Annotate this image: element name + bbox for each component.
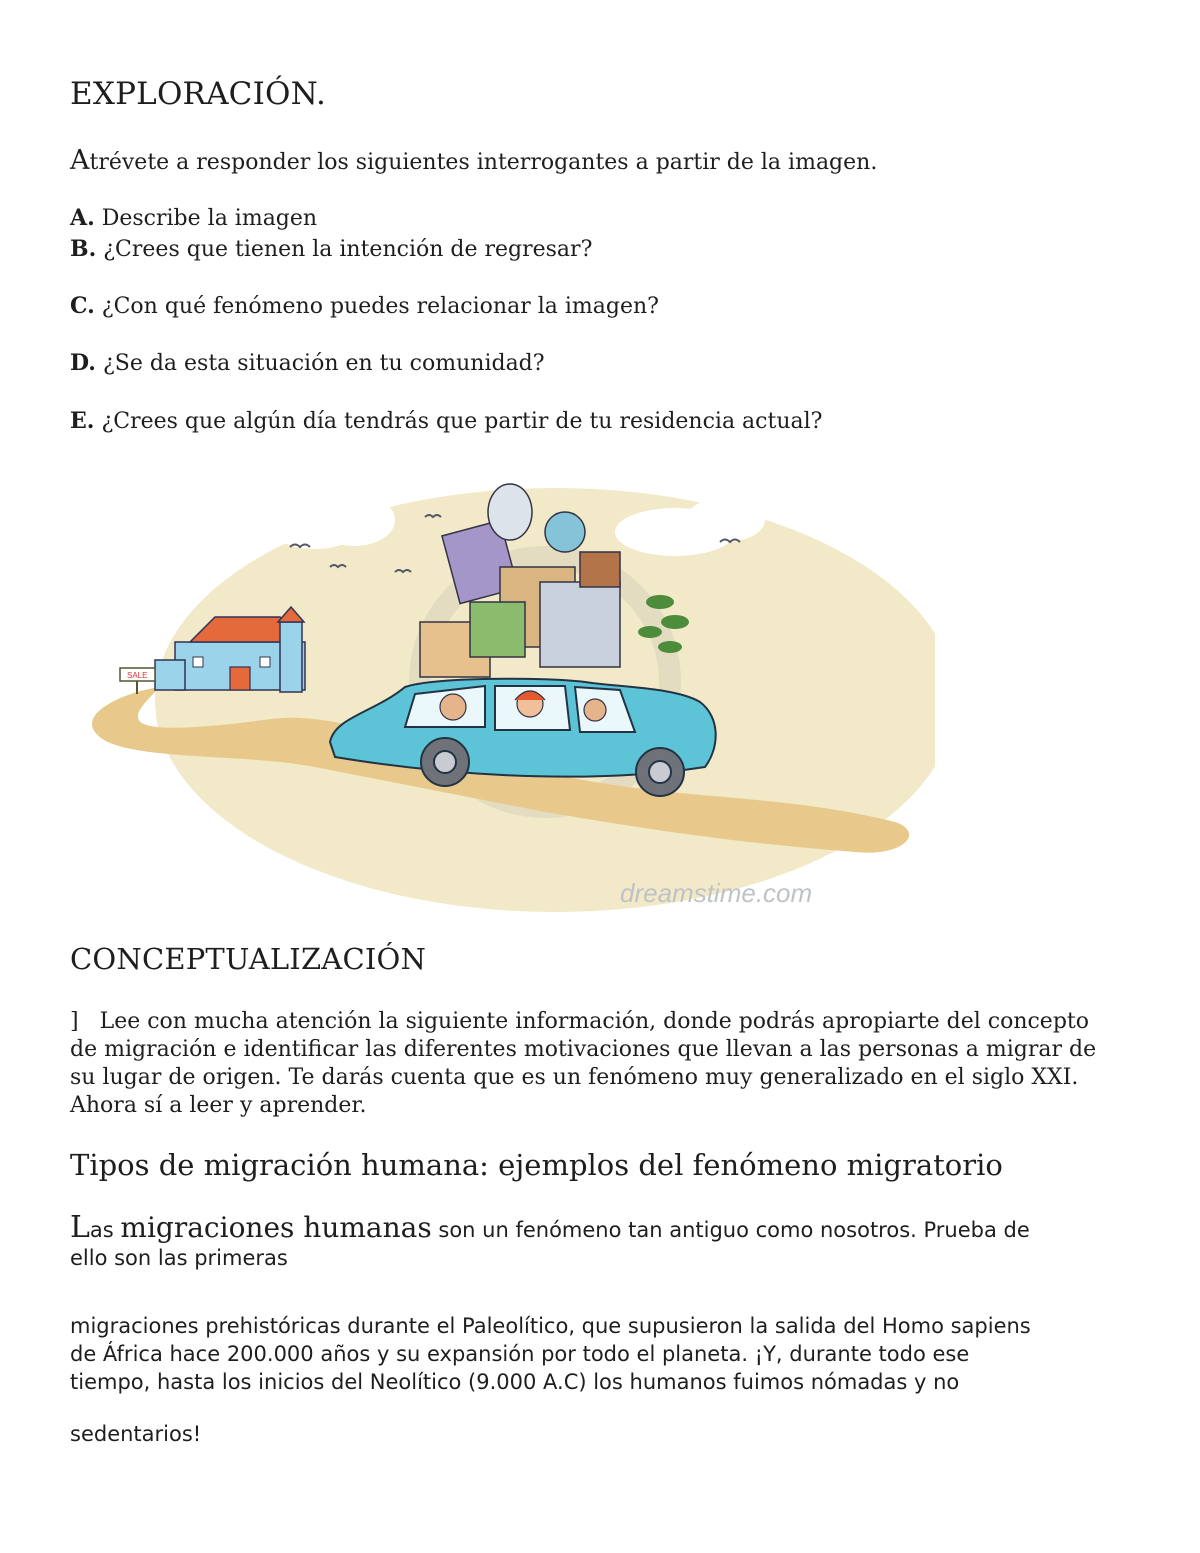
tipos-heading: Tipos de migración humana: ejemplos del fenómeno migratorio bbox=[70, 1148, 1003, 1182]
house bbox=[155, 607, 305, 692]
question-d bbox=[70, 350, 545, 376]
conceptualizacion-paragraph bbox=[70, 1008, 1140, 1120]
question-text: Describe la imagen bbox=[101, 206, 318, 231]
question-letter: D. bbox=[70, 350, 96, 376]
question-a bbox=[70, 205, 317, 231]
watermark-text: dreamstime.com bbox=[620, 878, 813, 908]
sale-sign-text: SALE bbox=[127, 671, 148, 680]
paragraph-line: su lugar de origen. Te darás cuenta que es un fenómeno muy generalizado en el siglo XXI. bbox=[70, 1065, 1079, 1090]
question-c bbox=[70, 293, 659, 319]
tipos-paragraph-3: sedentarios! bbox=[70, 1422, 202, 1446]
question-letter: A. bbox=[70, 205, 95, 231]
question-e bbox=[70, 408, 822, 434]
question-text: ¿Crees que algún día tendrás que partir de tu residencia actual? bbox=[101, 409, 823, 434]
paragraph-line: tiempo, hasta los inicios del Neolítico (9.000 A.C) los humanos fuimos nómadas y no bbox=[70, 1370, 960, 1394]
paragraph-line-text: Lee con mucha atención la siguiente información, donde podrás apropiarte del concepto bbox=[99, 1009, 1089, 1034]
paragraph-line-text: son un fenómeno tan antiguo como nosotros. Prueba de bbox=[431, 1218, 1030, 1242]
intro-initial: A bbox=[70, 145, 90, 176]
conceptualizacion-title: CONCEPTUALIZACIÓN bbox=[70, 942, 427, 976]
question-letter: B. bbox=[70, 236, 97, 262]
question-letter: E. bbox=[70, 408, 95, 434]
paragraph-line: de África hace 200.000 años y su expansión por todo el planeta. ¡Y, durante todo ese bbox=[70, 1342, 970, 1366]
question-text: ¿Se da esta situación en tu comunidad? bbox=[102, 351, 545, 376]
paragraph-line: migraciones prehistóricas durante el Paleolítico, que supusieron la salida del Homo sapiens bbox=[70, 1314, 1031, 1338]
migration-illustration bbox=[75, 472, 935, 912]
question-b bbox=[70, 236, 592, 262]
exploracion-intro bbox=[70, 145, 877, 176]
paragraph-line: ello son las primeras bbox=[70, 1246, 288, 1270]
question-text: ¿Crees que tienen la intención de regresar? bbox=[103, 237, 593, 262]
initial-suffix: as bbox=[89, 1218, 121, 1242]
paragraph-line: Ahora sí a leer y aprender. bbox=[70, 1093, 367, 1118]
question-letter: C. bbox=[70, 293, 95, 319]
drop-initial: L bbox=[70, 1210, 90, 1245]
question-text: ¿Con qué fenómeno puedes relacionar la imagen? bbox=[101, 294, 659, 319]
tipos-paragraph-1 bbox=[70, 1210, 1140, 1272]
paragraph-line: de migración e identificar las diferentes motivaciones que llevan a las personas a migrar de bbox=[70, 1037, 1097, 1062]
intro-text: trévete a responder los siguientes interrogantes a partir de la imagen. bbox=[89, 150, 878, 175]
tipos-paragraph-2 bbox=[70, 1312, 1140, 1396]
highlight-term: migraciones humanas bbox=[120, 1211, 432, 1244]
paragraph-line bbox=[70, 1008, 1140, 1036]
paragraph-line bbox=[70, 1210, 1140, 1245]
bullet-marker: ] bbox=[70, 1009, 79, 1034]
exploracion-title: EXPLORACIÓN. bbox=[70, 76, 327, 112]
